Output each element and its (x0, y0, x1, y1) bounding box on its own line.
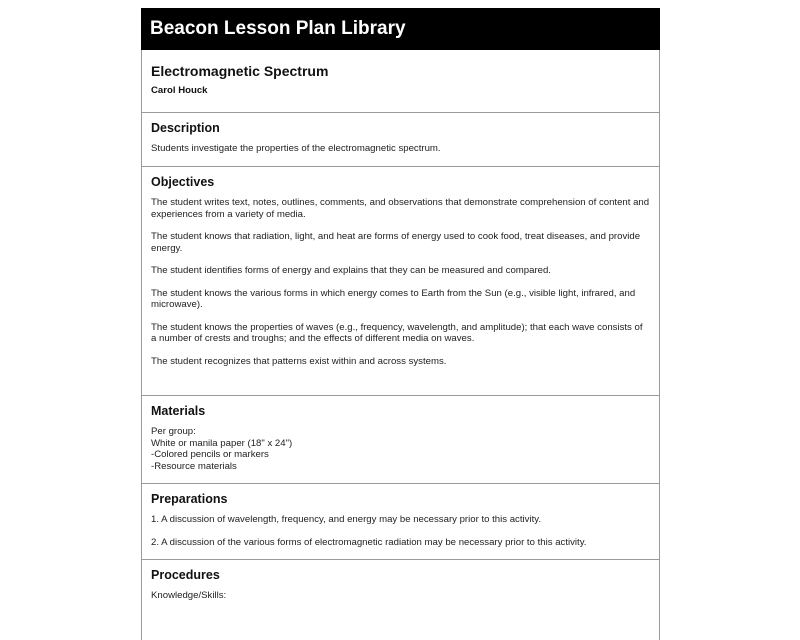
lesson-plan-page (141, 8, 660, 608)
objectives-heading: Objectives (151, 175, 215, 189)
materials-line: Per group: (151, 426, 196, 437)
description-section (141, 113, 660, 167)
procedures-heading: Procedures (151, 568, 220, 582)
objective-item: The student knows the properties of waves (e.g., frequency, wavelength, and amplitude); that each wave consists of a number of crests and troughs; and the effects of different media on waves. (151, 321, 643, 344)
procedures-section (141, 560, 660, 640)
materials-line: -Resource materials (151, 460, 237, 472)
lesson-title: Electromagnetic Spectrum (151, 63, 329, 79)
preparations-heading: Preparations (151, 492, 228, 506)
objective-item: The student recognizes that patterns exist within and across systems. (151, 355, 447, 367)
site-banner (141, 8, 660, 50)
objectives-section (141, 167, 660, 396)
materials-heading: Materials (151, 404, 206, 418)
preparations-section (141, 484, 660, 560)
preparation-item: 1. A discussion of wavelength, frequency, and energy may be necessary prior to this activity. (151, 514, 541, 525)
materials-line: -Colored pencils or markers (151, 449, 269, 460)
site-title: Beacon Lesson Plan Library (150, 18, 406, 39)
materials-list (151, 426, 650, 472)
objective-item: The student knows that radiation, light, and heat are forms of energy used to cook food, treat diseases, and provide energy. (151, 231, 641, 254)
objective-item: The student knows the various forms in which energy comes to Earth from the Sun (e.g., visible light, infrared, and microwave). (151, 287, 636, 310)
materials-section (141, 396, 660, 484)
objective-item: The student identifies forms of energy and explains that they can be measured and compared. (151, 265, 551, 276)
procedures-subheading: Knowledge/Skills: (151, 590, 227, 601)
objective-item: The student writes text, notes, outlines, comments, and observations that demonstrate comprehension of content and experiences from a variety of media. (151, 197, 650, 220)
lesson-header (141, 50, 660, 113)
materials-line: White or manila paper (18" x 24") (151, 437, 293, 449)
lesson-author: Carol Houck (151, 85, 208, 96)
preparation-item: 2. A discussion of the various forms of electromagnetic radiation may be necessary prior to this activity. (151, 536, 587, 548)
description-heading: Description (151, 121, 220, 135)
description-text: Students investigate the properties of the electromagnetic spectrum. (151, 143, 441, 154)
